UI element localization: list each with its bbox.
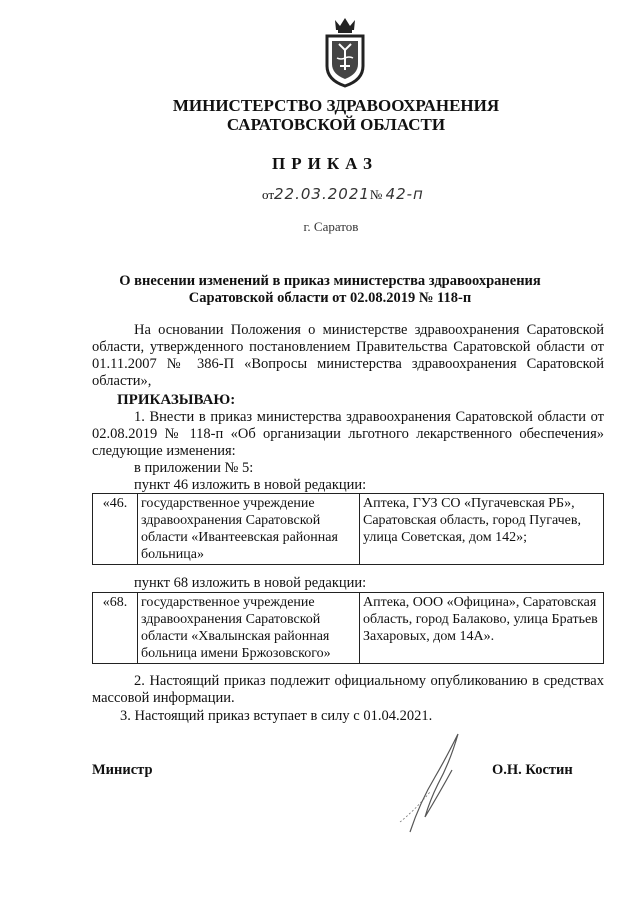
date-prefix: от bbox=[262, 187, 275, 202]
pharmacy-address: Аптека, ООО «Официна», Саратовская область, город Балаково, улица Братьев Захаровых, дом 14А». bbox=[360, 593, 604, 664]
amendment-table-68 bbox=[92, 592, 604, 664]
subject-line-2: Саратовской области от 02.08.2019 № 118-п bbox=[188, 290, 472, 306]
order-title: ПРИКАЗ bbox=[272, 154, 378, 173]
order-date-line bbox=[262, 185, 424, 203]
institution-name: государственное учреждение здравоохранения Саратовской области «Хвалынская районная больница имени Бржозовского» bbox=[138, 593, 360, 664]
order-date: 22.03.2021 bbox=[274, 185, 370, 203]
order-word: ПРИКАЗЫВАЮ: bbox=[117, 392, 236, 408]
amendment-table-46 bbox=[92, 493, 604, 565]
signatory-role: Министр bbox=[92, 762, 153, 778]
point-68-intro: пункт 68 изложить в новой редакции: bbox=[134, 575, 367, 591]
table-row bbox=[93, 494, 604, 565]
row-number: «46. bbox=[93, 494, 138, 565]
item-2-paragraph: 2. Настоящий приказ подлежит официальному опубликованию в средствах массовой информации. bbox=[92, 673, 604, 706]
city-line bbox=[0, 219, 640, 235]
row-number: «68. bbox=[93, 593, 138, 664]
pharmacy-address: Аптека, ГУЗ СО «Пугачевская РБ», Саратовская область, город Пугачев, улица Советская, дом 142»; bbox=[360, 494, 604, 565]
handwritten-signature bbox=[380, 722, 480, 842]
ministry-line-2: САРАТОВСКОЙ ОБЛАСТИ bbox=[226, 115, 446, 134]
item-1-paragraph: 1. Внести в приказ министерства здравоохранения Саратовской области от 02.08.2019 № 118-п «Об организации льготного лекарственного обеспечения» следующие изменения: bbox=[92, 409, 604, 459]
order-subject bbox=[100, 273, 560, 307]
item-3-paragraph: 3. Настоящий приказ вступает в силу с 01.04.2021. bbox=[120, 708, 433, 724]
table-row bbox=[93, 593, 604, 664]
ministry-line-1: МИНИСТЕРСТВО ЗДРАВООХРАНЕНИЯ bbox=[172, 96, 500, 115]
point-46-intro: пункт 46 изложить в новой редакции: bbox=[134, 477, 367, 493]
signatory-name: О.Н. Костин bbox=[492, 762, 573, 778]
institution-name: государственное учреждение здравоохранения Саратовской области «Ивантеевская районная больница» bbox=[138, 494, 360, 565]
basis-paragraph: На основании Положения о министерстве здравоохранения Саратовской области, утвержденного постановлением Правительства Саратовской области от 01.11.2007 № 386-П «Вопросы министерства здравоохранения Саратовской области», bbox=[92, 322, 604, 389]
ministry-header bbox=[0, 96, 640, 134]
order-number: 42-п bbox=[385, 185, 424, 203]
coat-of-arms-icon bbox=[321, 14, 369, 88]
subject-line-1: О внесении изменений в приказ министерства здравоохранения bbox=[119, 273, 541, 289]
city: г. Саратов bbox=[303, 219, 359, 234]
annex-line: в приложении № 5: bbox=[134, 460, 254, 476]
number-prefix: № bbox=[369, 187, 383, 202]
